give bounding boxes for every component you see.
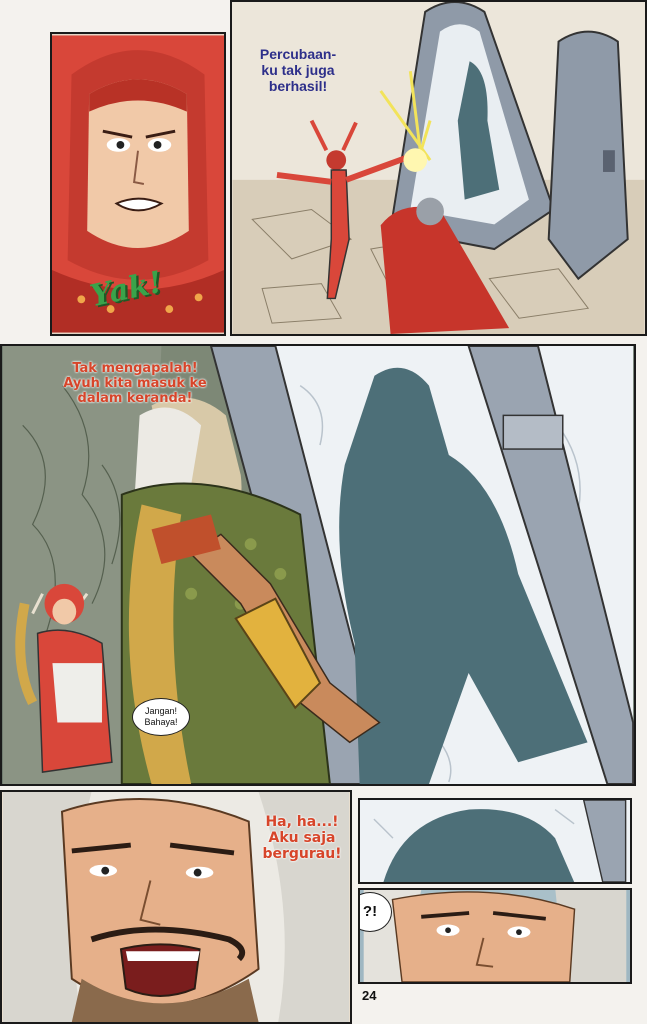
caption-line: Ayuh kita masuk ke <box>63 375 207 391</box>
panel-2-coffin-strike <box>230 0 647 336</box>
caption-line: bergurau! <box>262 846 342 863</box>
panel-1-helmet-face <box>50 32 226 336</box>
caption-line: Percubaan- <box>259 46 337 62</box>
bubble-line: Jangan! <box>144 706 178 717</box>
panel-3-caption <box>50 362 220 407</box>
speech-bubble-jangan <box>132 698 190 736</box>
panel-3-coffin-interior <box>0 344 636 786</box>
shadow-close-art <box>360 800 630 882</box>
sfx-yak: Yak! <box>87 264 166 315</box>
bubble-line: Bahaya! <box>144 717 178 727</box>
panel-6-surprised-face <box>358 888 632 984</box>
caption-line: Tak mengapalah! <box>72 361 198 376</box>
coffin-interior-art <box>2 346 634 784</box>
caption-line: berhasil! <box>268 78 328 95</box>
surprised-face-art <box>360 890 630 982</box>
panel-2-caption <box>242 46 354 94</box>
caption-line: dalam keranda! <box>77 390 193 406</box>
caption-line: ku tak juga <box>261 62 335 79</box>
page-number: 24 <box>362 988 377 1003</box>
caption-line: Ha, ha...! <box>265 814 339 830</box>
caption-line: Aku saja <box>268 830 336 847</box>
panel-5-shadow-close <box>358 798 632 884</box>
panel-4-caption <box>254 814 350 862</box>
panel-4-laughing-face <box>0 790 352 1024</box>
speech-bubble-surprise: ?! <box>358 892 392 932</box>
